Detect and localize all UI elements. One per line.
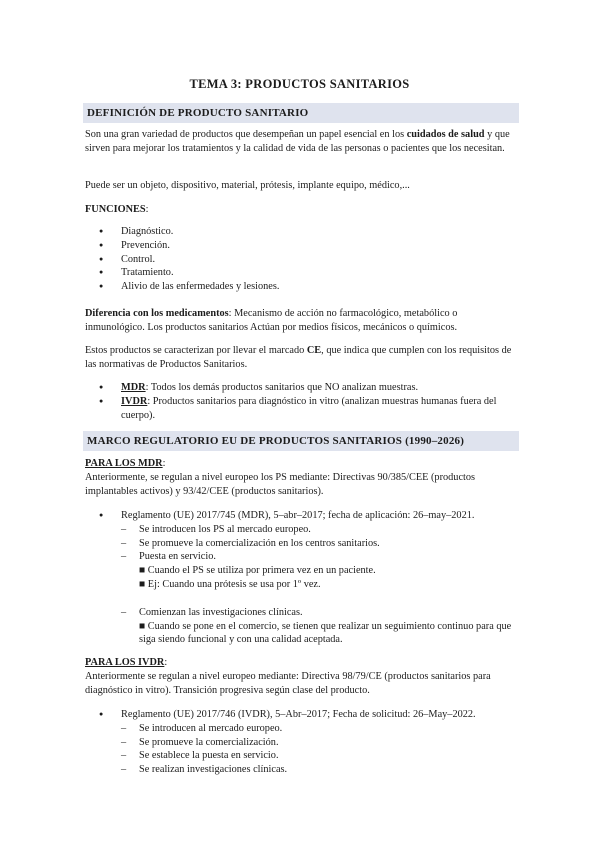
paragraph-text: y que sirven para mejorar los tratamientos y la calidad de vida de las personas o pacientes que los necesitan. (85, 129, 510, 154)
ivdr-reglamento-list (85, 708, 517, 777)
list-item: – Comienzan las investigaciones clínicas. (121, 606, 517, 620)
funciones-label: FUNCIONES (85, 204, 146, 215)
page-title: TEMA 3: PRODUCTOS SANITARIOS (189, 77, 410, 91)
ivdr-intro: Anteriormente se regulan a nivel europeo mediante: Directiva 98/79/CE (productos sanitarios para diagnóstico in vitro). Transición progresiva según clase del producto. (85, 671, 491, 696)
list-item: ● Control. (85, 253, 517, 267)
mdr-subheading-label: PARA LOS MDR (85, 458, 163, 469)
paragraph-text: Son una gran variedad de productos que desempeñan un papel esencial en los (85, 129, 407, 140)
mdr-reglamento-item (85, 509, 517, 647)
list-item-mdr (85, 381, 517, 395)
paragraph-objeto: Puede ser un objeto, dispositivo, material, prótesis, implante equipo, médico,... (85, 180, 410, 191)
ce-label: CE (306, 345, 322, 356)
mdr-reglamento-list (85, 509, 517, 647)
list-item: – Se introducen al mercado europeo. (121, 722, 517, 736)
diferencia-label: Diferencia con los medicamentos (85, 308, 229, 319)
ivdr-text: : Productos sanitarios para diagnóstico in vitro (analizan muestras humanas fuera del cuerpo). (121, 395, 497, 421)
mdr-ivdr-list (85, 381, 517, 422)
sub-list-item: ■ Cuando se pone en el comercio, se tienen que realizar un seguimiento continuo para que siga siendo funcional y con una calidad aceptada. (139, 620, 512, 646)
list-item-ivdr (85, 395, 517, 423)
ivdr-subheading (85, 656, 517, 670)
mdr-subheading-colon: : (162, 458, 166, 469)
list-item: ● Alivio de las enfermedades y lesiones. (85, 280, 517, 294)
ivdr-reglamento: ● Reglamento (UE) 2017/746 (IVDR), 5–Abr–2017; Fecha de solicitud: 26–May–2022. (121, 709, 476, 720)
list-item: – Se realizan investigaciones clínicas. (121, 763, 517, 777)
list-item: – Se establece la puesta en servicio. (121, 749, 517, 763)
list-item: – Se introducen los PS al mercado europeo. (121, 523, 517, 537)
paragraph-definicion (85, 128, 517, 156)
sub-list-item: ■ Cuando el PS se utiliza por primera vez en un paciente. (139, 565, 376, 577)
list-item: ● Diagnóstico. (85, 225, 517, 239)
list-item: ● Tratamiento. (85, 266, 517, 280)
emphasis-text: cuidados de salud (406, 129, 485, 140)
ivdr-subheading-label: PARA LOS IVDR (85, 657, 165, 668)
funciones-list (85, 225, 517, 294)
ivdr-label: IVDR (121, 395, 148, 407)
paragraph-text: Estos productos se caracterizan por llevar el marcado (85, 345, 307, 356)
funciones-list-block (85, 225, 517, 294)
paragraph-marcado-ce (85, 344, 517, 372)
ivdr-reglamento-item (85, 708, 517, 777)
diferencia-text: : Mecanismo de acción no farmacológico, metabólico o inmunológico. Los productos sanitarios Actúan por medios físicos, mecánicos o químicos. (85, 308, 458, 333)
ivdr-reglamento-block (85, 708, 517, 777)
paragraph-text: , que indica que cumplen con los requisitos de las normativas de Productos Sanitarios. (85, 345, 512, 370)
mdr-reglamento-block (85, 509, 517, 647)
section-heading-marco-regulatorio: MARCO REGULATORIO EU DE PRODUCTOS SANITARIOS (1990–2026) (83, 431, 519, 451)
mdr-intro: Anteriormente, se regulan a nivel europeo los PS mediante: Directivas 90/385/CEE (productos implantables activos) y 93/42/CEE (productos sanitarios). (85, 472, 476, 497)
list-item: ● Prevención. (85, 239, 517, 253)
list-item: – Puesta en servicio. (121, 550, 517, 564)
sub-list-item: ■ Ej: Cuando una prótesis se usa por 1º vez. (139, 578, 321, 590)
mdr-text: : Todos los demás productos sanitarios que NO analizan muestras. (145, 382, 419, 393)
funciones-colon: : (145, 204, 149, 215)
section-heading-definicion: DEFINICIÓN DE PRODUCTO SANITARIO (83, 103, 519, 123)
ivdr-subheading-colon: : (164, 657, 168, 668)
mdr-reglamento: ● Reglamento (UE) 2017/745 (MDR), 5–abr–2017; fecha de aplicación: 26–may–2021. (121, 510, 475, 521)
mdr-ivdr-list-block (85, 381, 517, 422)
mdr-subheading (85, 457, 517, 471)
funciones-heading (85, 203, 517, 217)
list-item: – Se promueve la comercialización en los centros sanitarios. (121, 537, 517, 551)
mdr-label: MDR (121, 382, 146, 393)
list-item: – Se promueve la comercialización. (121, 736, 517, 750)
paragraph-diferencia (85, 307, 517, 335)
